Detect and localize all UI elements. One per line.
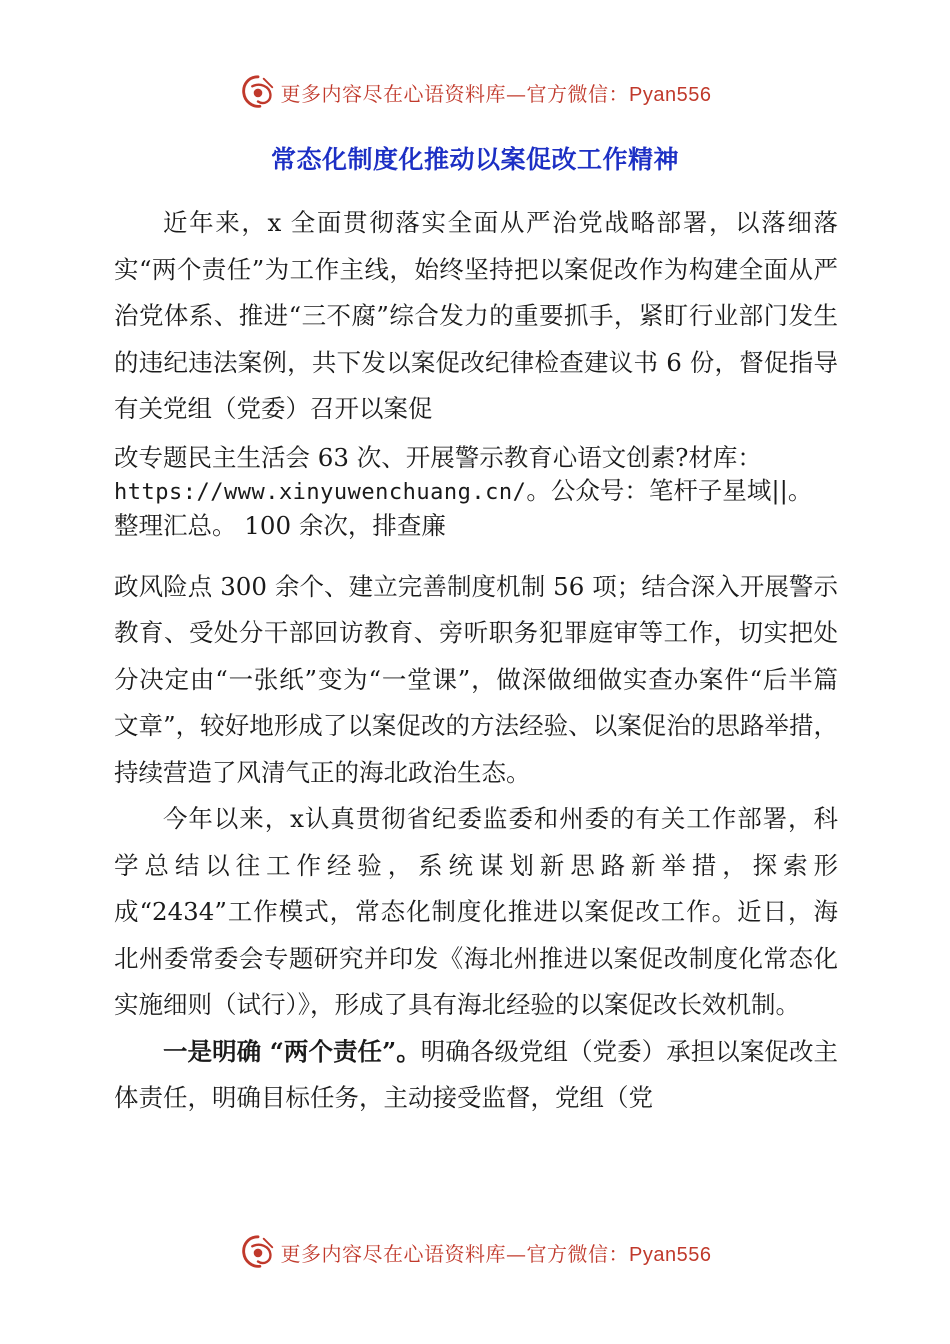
paragraph-1-part-1: 近年来，x 全面贯彻落实全面从严治党战略部署，以落细落实“两个责任”为工作主线，始终坚持把以案促改作为构建全面从严治党体系、推进“三不腐”综合发力的重要抓手，紧盯行业部门发生的违纪违法案例，共下发以案促改纪律检查建议书 6 份，督促指导有关党组（党委）召开以案促 xyxy=(114,208,838,423)
footer-banner xyxy=(0,1232,950,1272)
paragraph-1-mixed xyxy=(114,441,838,542)
paragraph-3 xyxy=(114,1029,838,1122)
paragraph-3-heading: 一是明确 “两个责任”。 xyxy=(163,1036,421,1066)
header-banner xyxy=(0,72,950,112)
paragraph-2: 今年以来，x认真贯彻省纪委监委和州委的有关工作部署，科学总结以往工作经验，系统谋划新思路新举措，探索形成“2434”工作模式，常态化制度化推进以案促改工作。近日，海北州委常委会专题研究并印发《海北州推进以案促改制度化常态化实施细则（试行）》，形成了具有海北经验的以案促改长效机制。 xyxy=(114,804,838,1019)
mixed-text-2: 。公众号：笔杆子星域||。 xyxy=(526,475,813,505)
wechat-id: Pyan556 xyxy=(629,1243,712,1266)
document-title: 常态化制度化推动以案促改工作精神 xyxy=(270,145,679,174)
wechat-id: Pyan556 xyxy=(629,83,712,106)
brush-logo-icon xyxy=(239,73,277,111)
banner-text: 更多内容尽在心语资料库—官方微信：Pyan556 xyxy=(280,1241,712,1266)
mixed-text-3: 整理汇总。 100 余次，排查廉 xyxy=(114,510,446,540)
document-body xyxy=(114,200,838,1122)
brush-logo-icon xyxy=(239,1233,277,1271)
paragraph-3-text: 明确各级党组（党委）承担以案促改主体责任，明确目标任务，主动接受监督，党组（党 xyxy=(114,1036,838,1112)
source-url: https://www.xinyuwenchuang.cn/ xyxy=(114,479,527,505)
paragraph-1-part-2: 政风险点 300 余个、建立完善制度机制 56 项；结合深入开展警示教育、受处分干部回访教育、旁听职务犯罪庭审等工作，切实把处分决定由“一张纸”变为“一堂课”，做深做细做实查办案件“后半篇文章”，较好地形成了以案促改的方法经验、以案促治的思路举措，持续营造了风清气正的海北政治生态。 xyxy=(114,571,838,787)
banner-text: 更多内容尽在心语资料库—官方微信：Pyan556 xyxy=(280,81,712,106)
mixed-text-1: 改专题民主生活会 63 次、开展警示教育心语文创素?材库： xyxy=(114,442,762,472)
